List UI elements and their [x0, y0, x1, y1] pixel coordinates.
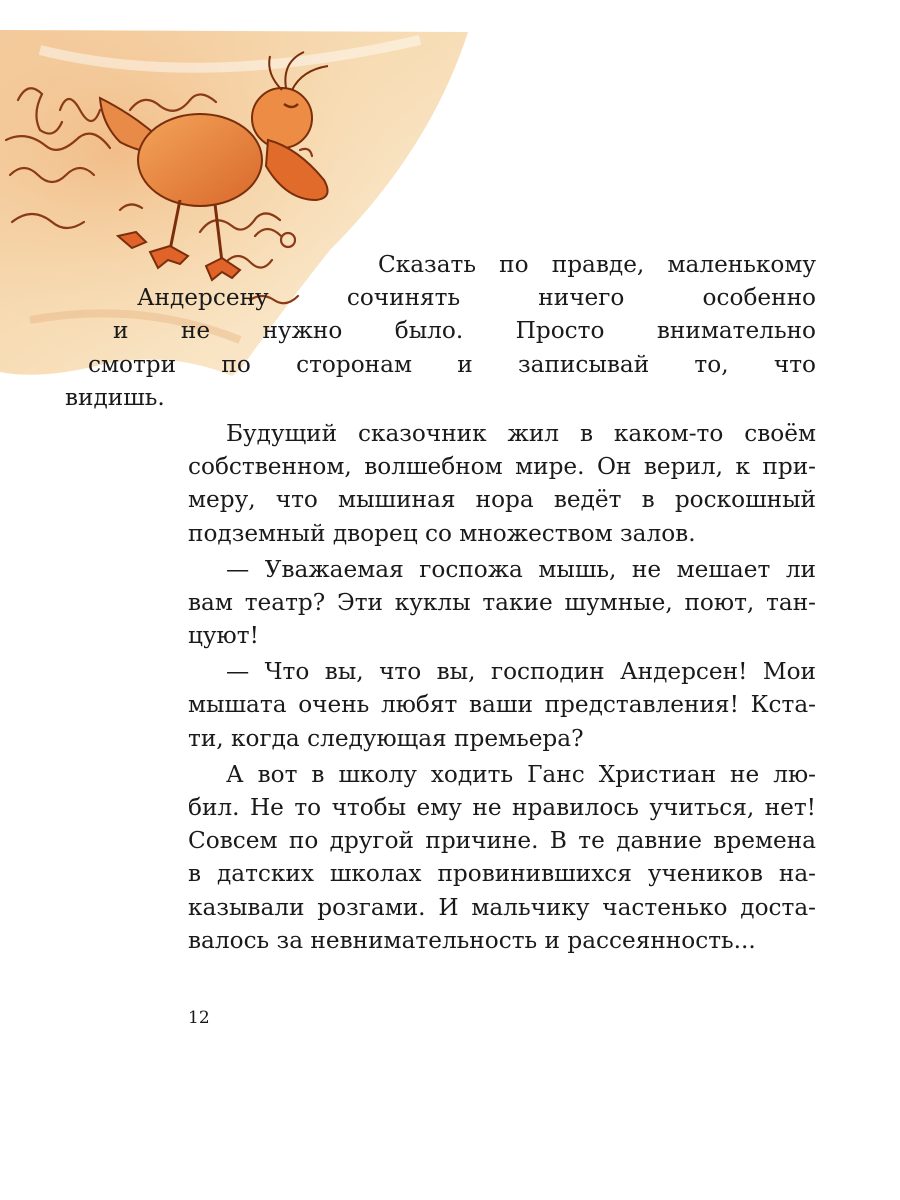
text-line: Будущий сказочник жил в каком-то своём — [226, 419, 816, 447]
text-line: подземный дворец со множеством залов. — [188, 519, 696, 547]
text-line: казывали розгами. И мальчику частенько доста- — [188, 893, 816, 921]
text-line: в датских школах провинившихся учеников на- — [188, 860, 816, 888]
text-line: — Что вы, что вы, господин Андерсен! Мои — [226, 658, 816, 686]
paragraph — [188, 758, 816, 957]
paragraph — [188, 553, 816, 653]
story-text — [65, 248, 816, 957]
paragraph — [188, 655, 816, 755]
text-line: вам театр? Эти куклы такие шумные, поют, тан- — [188, 588, 816, 616]
text-line: — Уважаемая госпожа мышь, не мешает ли — [226, 555, 816, 583]
text-line: меру, что мышиная нора ведёт в роскошный — [188, 486, 816, 514]
text-line: мышата очень любят ваши представления! Кста- — [188, 691, 816, 719]
text-line: смотри по сторонам и записывай то, что — [88, 350, 816, 378]
text-line: цуют! — [188, 622, 259, 650]
text-line: А вот в школу ходить Ганс Христиан не лю- — [226, 760, 816, 788]
text-line: бил. Не то чтобы ему не нравилось учиться, нет! — [188, 794, 816, 821]
text-line: и не нужно было. Просто внимательно — [113, 317, 816, 345]
text-line: ти, когда следующая премьера? — [188, 724, 584, 752]
text-line: собственном, волшебном мире. Он верил, к при- — [188, 453, 816, 481]
page-number: 12 — [188, 1008, 210, 1028]
text-line: Сказать по правде, маленькому — [378, 251, 816, 278]
paragraph — [188, 417, 816, 550]
text-line: видишь. — [65, 383, 165, 411]
paragraph — [65, 248, 816, 414]
text-line: Андерсену сочинять ничего особенно — [137, 284, 816, 312]
text-line: валось за невнимательность и рассеянность... — [188, 926, 756, 954]
text-line: Совсем по другой причине. В те давние времена — [188, 827, 816, 855]
